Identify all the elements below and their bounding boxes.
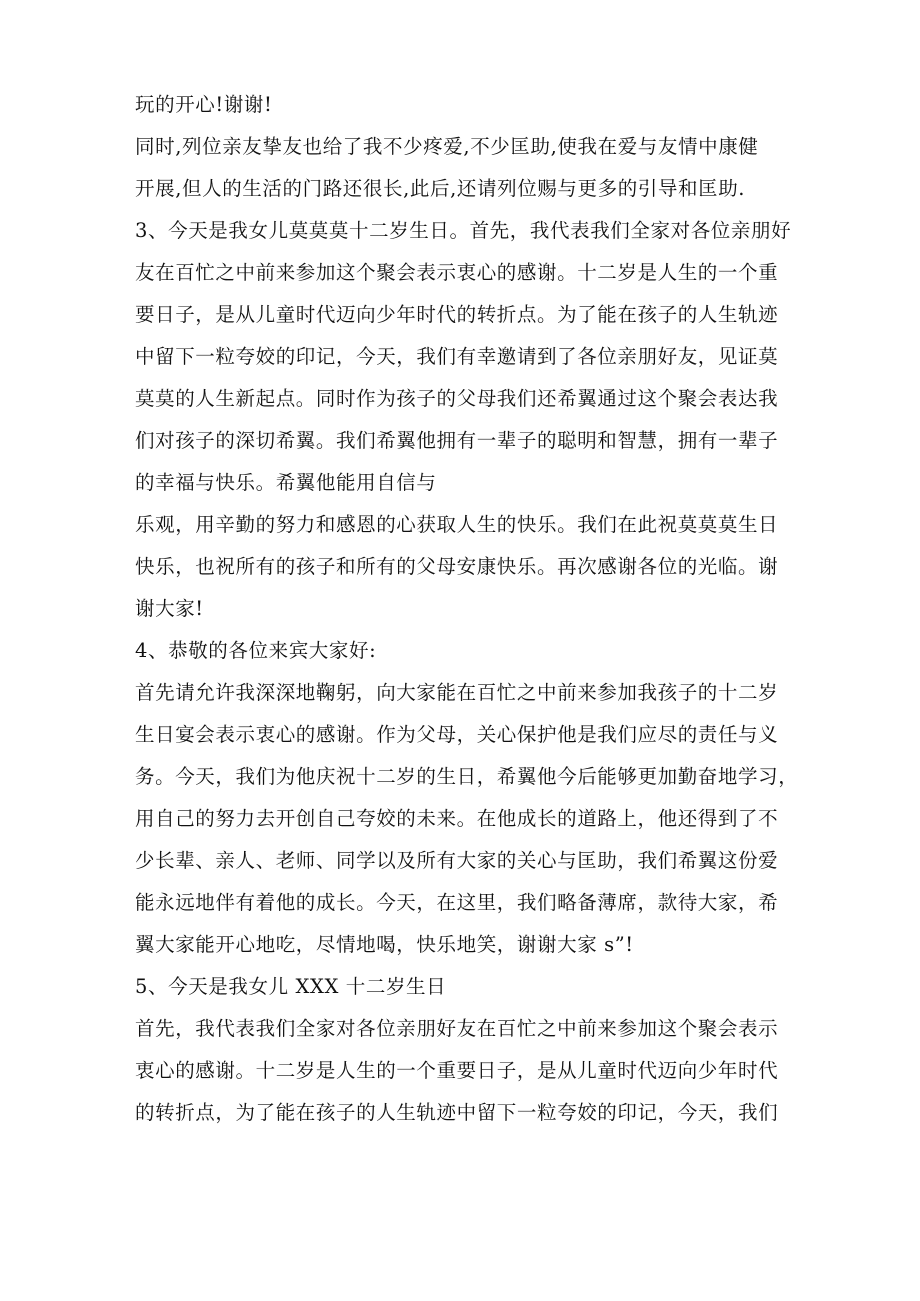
text-line: 们对孩子的深切希翼。我们希翼他拥有一辈子的聪明和智慧，拥有一辈子 (135, 429, 779, 452)
text-line: 快乐，也祝所有的孩子和所有的父母安康快乐。再次感谢各位的光临。谢 (135, 555, 779, 578)
text-line: 3、今天是我女儿莫莫莫十二岁生日。首先，我代表我们全家对各位亲朋好 (135, 219, 792, 242)
text-line: 友在百忙之中前来参加这个聚会表示衷心的感谢。十二岁是人生的一个重 (135, 261, 779, 284)
text-line: 莫莫的人生新起点。同时作为孩子的父母我们还希翼通过这个聚会表达我 (135, 387, 779, 410)
text-line: 用自己的努力去开创自己夸姣的未来。在他成长的道路上，他还得到了不 (135, 807, 779, 830)
text-line: 的转折点，为了能在孩子的人生轨迹中留下一粒夸姣的印记，今天，我们 (135, 1101, 779, 1124)
text-line: 衷心的感谢。十二岁是人生的一个重要日子，是从儿童时代迈向少年时代 (135, 1059, 779, 1082)
text-line: 务。今天，我们为他庆祝十二岁的生日，希翼他今后能够更加勤奋地学习， (135, 765, 799, 788)
text-line: 5、今天是我女儿 XXX 十二岁生日 (135, 975, 447, 998)
text-line: 谢大家! (135, 597, 204, 620)
text-line: 玩的开心!谢谢! (135, 93, 273, 116)
text-line: 开展,但人的生活的门路还很长,此后,还请列位赐与更多的引导和匡助. (135, 177, 746, 200)
text-line: 翼大家能开心地吃，尽情地喝，快乐地笑，谢谢大家 s”! (135, 933, 634, 956)
text-line: 首先请允许我深深地鞠躬，向大家能在百忙之中前来参加我孩子的十二岁 (135, 681, 779, 704)
text-line: 乐观，用辛勤的努力和感恩的心获取人生的快乐。我们在此祝莫莫莫生日 (135, 513, 779, 536)
text-line: 的幸福与快乐。希翼他能用自信与 (135, 471, 437, 494)
text-line: 中留下一粒夸姣的印记，今天，我们有幸邀请到了各位亲朋好友，见证莫 (135, 345, 779, 368)
text-line: 少长辈、亲人、老师、同学以及所有大家的关心与匡助，我们希翼这份爱 (135, 849, 779, 872)
text-line: 首先，我代表我们全家对各位亲朋好友在百忙之中前来参加这个聚会表示 (135, 1017, 779, 1040)
text-line: 要日子，是从儿童时代迈向少年时代的转折点。为了能在孩子的人生轨迹 (135, 303, 779, 326)
text-line: 生日宴会表示衷心的感谢。作为父母，关心保护他是我们应尽的责任与义 (135, 723, 779, 746)
text-line: 能永远地伴有着他的成长。今天，在这里，我们略备薄席，款待大家，希 (135, 891, 779, 914)
text-line: 4、恭敬的各位来宾大家好: (135, 639, 377, 662)
text-line: 同时,列位亲友挚友也给了我不少疼爱,不少匡助,使我在爱与友情中康健 (135, 135, 759, 158)
